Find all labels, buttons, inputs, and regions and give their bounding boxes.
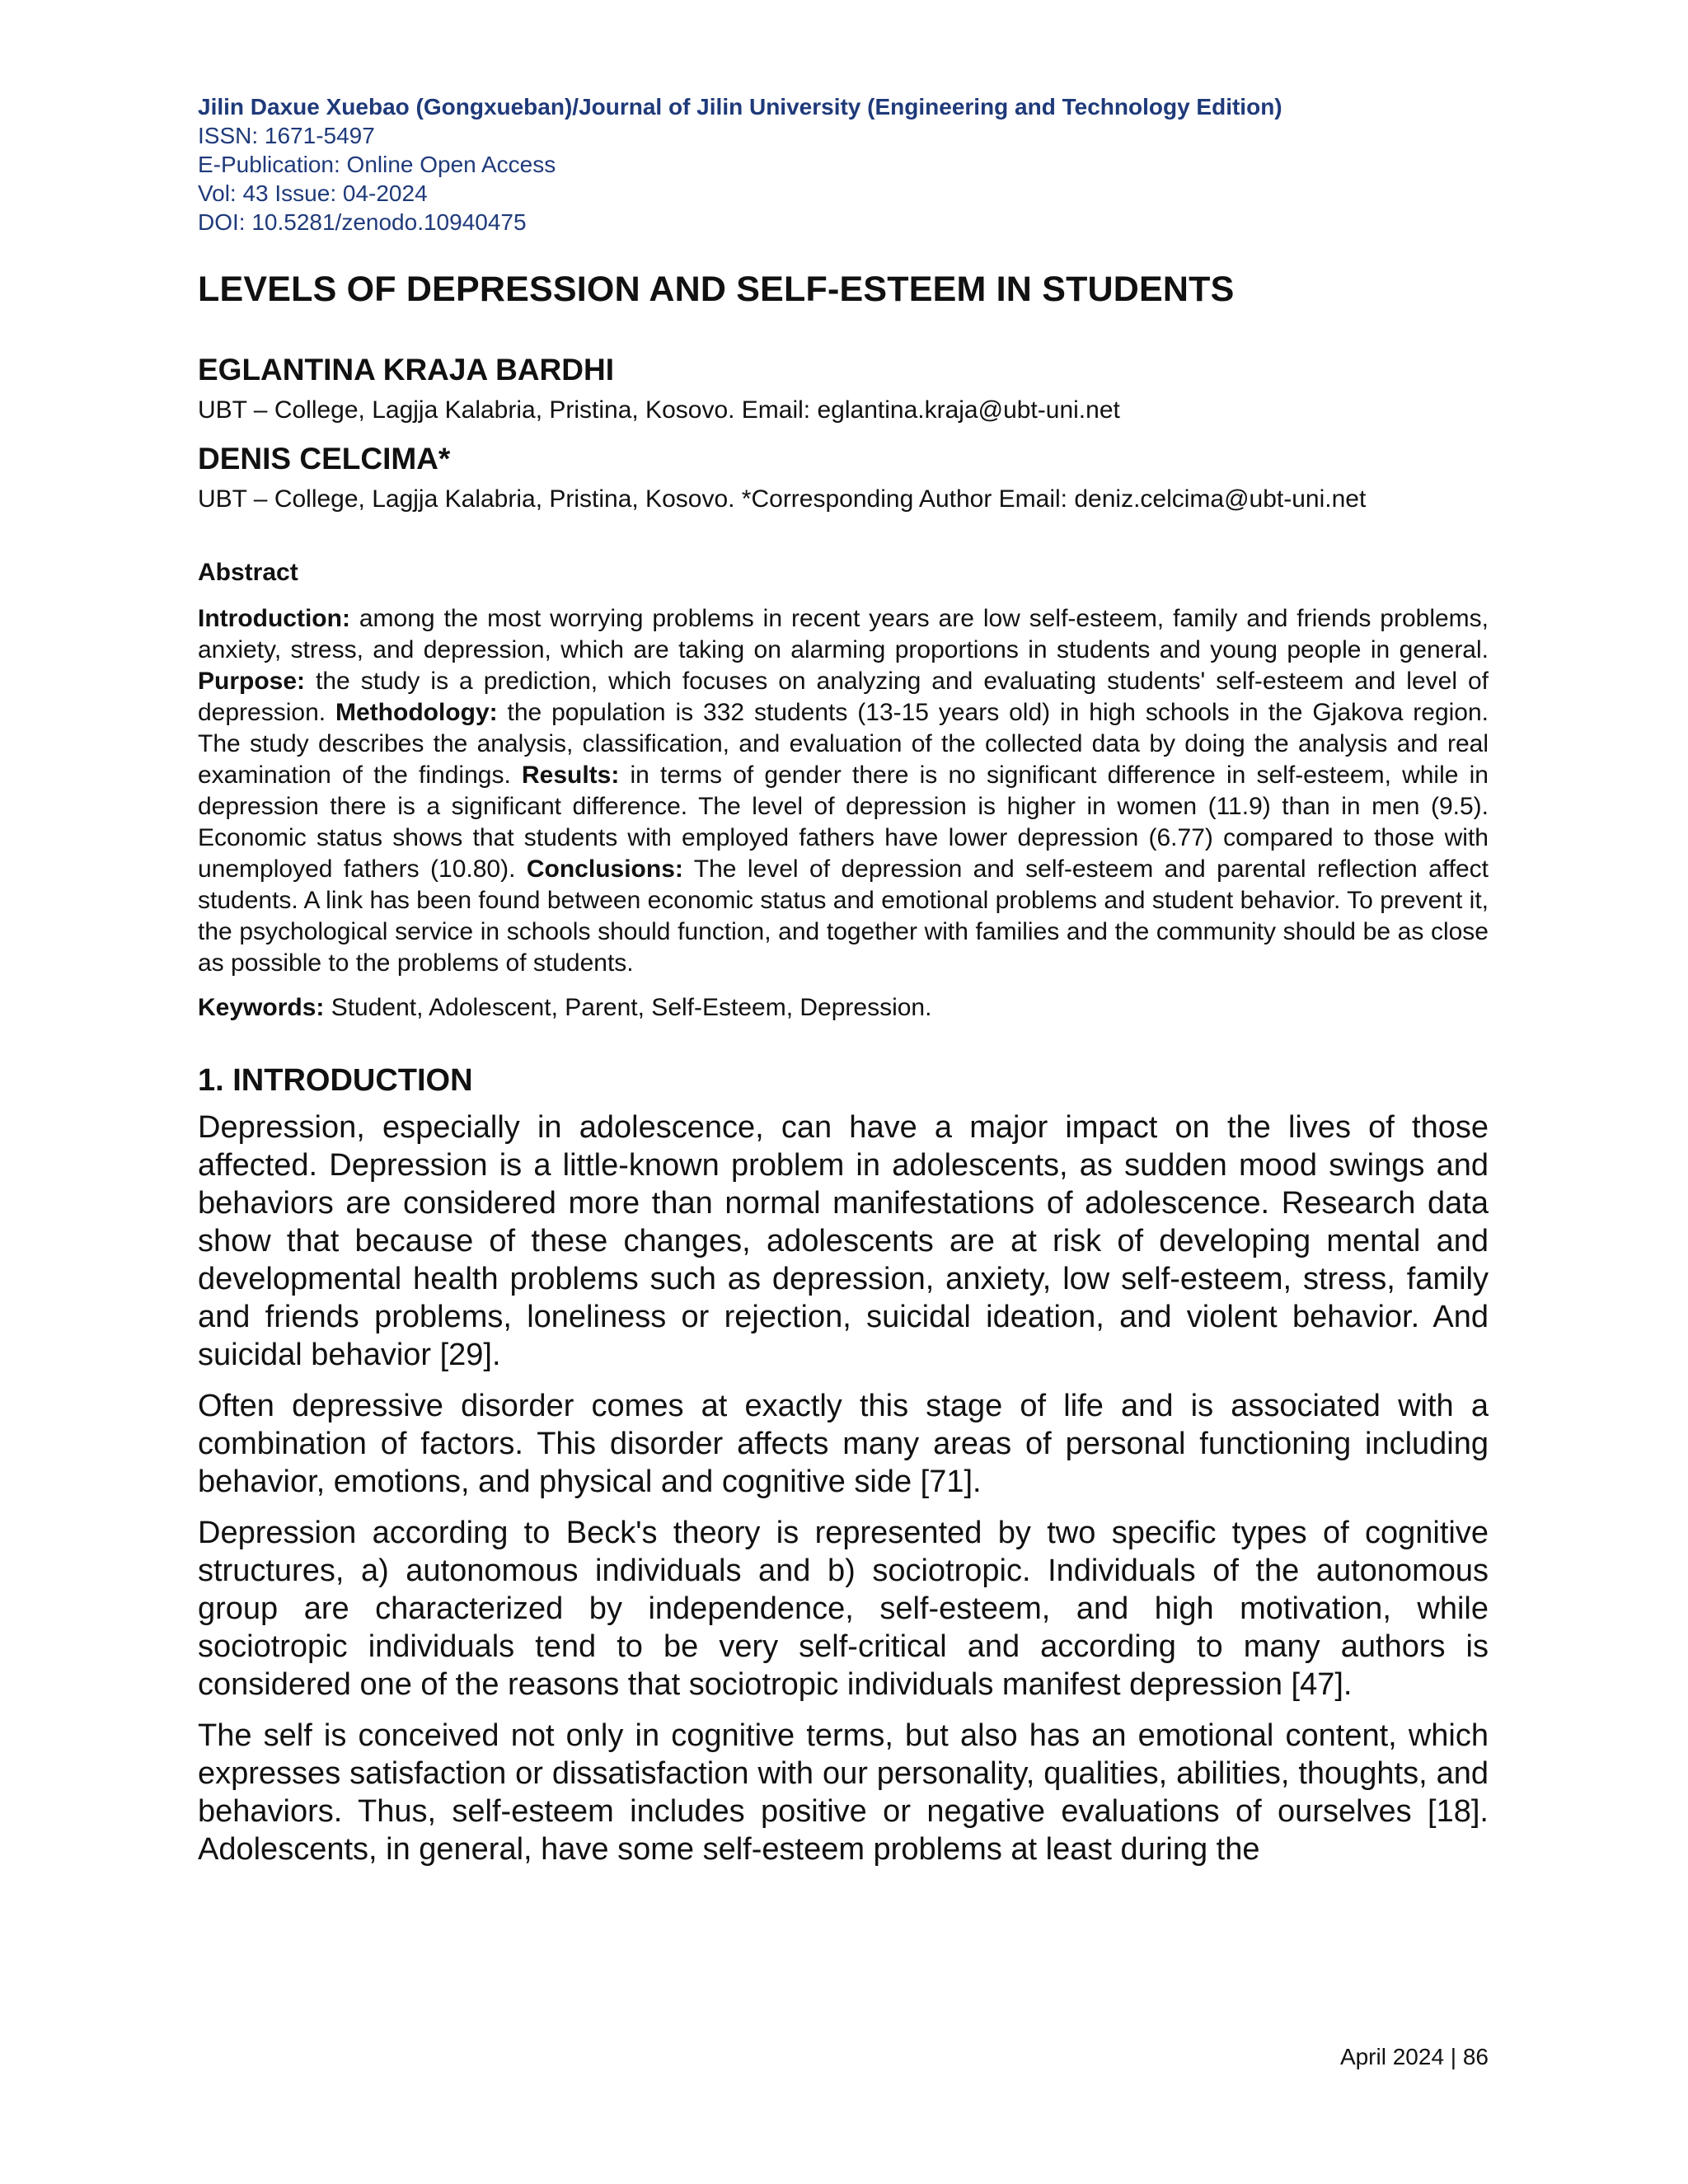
abstract-conclusions-label: Conclusions: <box>526 855 683 883</box>
abstract-conclusions-text: The level of depression and self-esteem and parental reflection affect students. A link has been found between economic status and emotional problems and student behavior. To prevent it, the psychological service in schools should function, and together with families and the community should be as close as possible to the problems of students. <box>198 855 1489 977</box>
intro-paragraph: The self is conceived not only in cognitive terms, but also has an emotional content, which expresses satisfaction or dissatisfaction with our personality, qualities, abilities, thoughts, and behaviors. Thus, self-esteem includes positive or negative evaluations of ourselves [18]. Adolescents, in general, have some self-esteem problems at least during the <box>198 1718 1489 1867</box>
journal-header <box>198 92 1489 237</box>
abstract-intro-text: among the most worrying problems in recent years are low self-esteem, family and friends problems, anxiety, stress, and depression, which are taking on alarming proportions in students and young people in general. <box>198 605 1489 663</box>
abstract-method-label: Methodology: <box>335 699 498 726</box>
journal-doi: DOI: 10.5281/zenodo.10940475 <box>198 209 527 235</box>
abstract-purpose-text: the study is a prediction, which focuses on analyzing and evaluating students' self-esteem and level of depression. <box>198 668 1489 726</box>
abstract-results-label: Results: <box>521 762 620 789</box>
section-heading-introduction: 1. INTRODUCTION <box>198 1063 473 1098</box>
intro-paragraph: Depression according to Beck's theory is represented by two specific types of cognitive structures, a) autonomous individuals and b) sociotropic. Individuals of the autonomous group are characterized by independence, self-esteem, and high motivation, while sociotropic individuals tend to be very self-critical and according to many authors is considered one of the reasons that sociotropic individuals manifest depression [47]. <box>198 1516 1489 1702</box>
page-footer: April 2024 | 86 <box>1339 2044 1489 2069</box>
abstract-body <box>198 603 1489 979</box>
intro-paragraph: Often depressive disorder comes at exactly this stage of life and is associated with a combination of factors. This disorder affects many areas of personal functioning including behavior, emotions, and physical and cognitive side [71]. <box>198 1389 1489 1499</box>
author-affiliation-1: UBT – College, Lagjja Kalabria, Pristina, Kosovo. Email: eglantina.kraja@ubt-uni.net <box>198 396 1120 424</box>
journal-title: Jilin Daxue Xuebao (Gongxueban)/Journal of Jilin University (Engineering and Technology Edition) <box>198 94 1282 120</box>
journal-publication: E-Publication: Online Open Access <box>198 152 556 177</box>
paper-page <box>198 92 1489 1868</box>
keywords-label: Keywords: <box>198 994 325 1021</box>
abstract-purpose-label: Purpose: <box>198 668 306 695</box>
abstract-heading: Abstract <box>198 559 298 586</box>
abstract-results-text: in terms of gender there is no significant difference in self-esteem, while in depression there is a significant difference. The level of depression is higher in women (11.9) than in men (9.5). Economic status shows that students with employed fathers have lower depression (6.77) compared to those with unemployed fathers (10.80). <box>198 762 1489 883</box>
journal-issn: ISSN: 1671-5497 <box>198 123 375 148</box>
keywords-text: Student, Adolescent, Parent, Self-Esteem, Depression. <box>324 994 932 1021</box>
keywords <box>198 992 1489 1024</box>
author-name-1: EGLANTINA KRAJA BARDHI <box>198 353 614 387</box>
journal-volume: Vol: 43 Issue: 04-2024 <box>198 180 428 206</box>
intro-paragraph: Depression, especially in adolescence, can have a major impact on the lives of those affected. Depression is a little-known problem in adolescents, as sudden mood swings and behaviors are considered more than normal manifestations of adolescence. Research data show that because of these changes, adolescents are at risk of developing mental and developmental health problems such as depression, anxiety, low self-esteem, stress, family and friends problems, loneliness or rejection, suicidal ideation, and violent behavior. And suicidal behavior [29]. <box>198 1110 1489 1372</box>
author-name-2: DENIS CELCIMA* <box>198 442 451 476</box>
abstract-method-text: the population is 332 students (13-15 years old) in high schools in the Gjakova region. The study describes the analysis, classification, and evaluation of the collected data by doing the analysis and real examination of the findings. <box>198 699 1489 789</box>
author-affiliation-2: UBT – College, Lagjja Kalabria, Pristina, Kosovo. *Corresponding Author Email: deniz.celcima@ubt-uni.net <box>198 485 1367 513</box>
abstract-intro-label: Introduction: <box>198 605 350 632</box>
paper-title: LEVELS OF DEPRESSION AND SELF-ESTEEM IN STUDENTS <box>198 269 1235 309</box>
